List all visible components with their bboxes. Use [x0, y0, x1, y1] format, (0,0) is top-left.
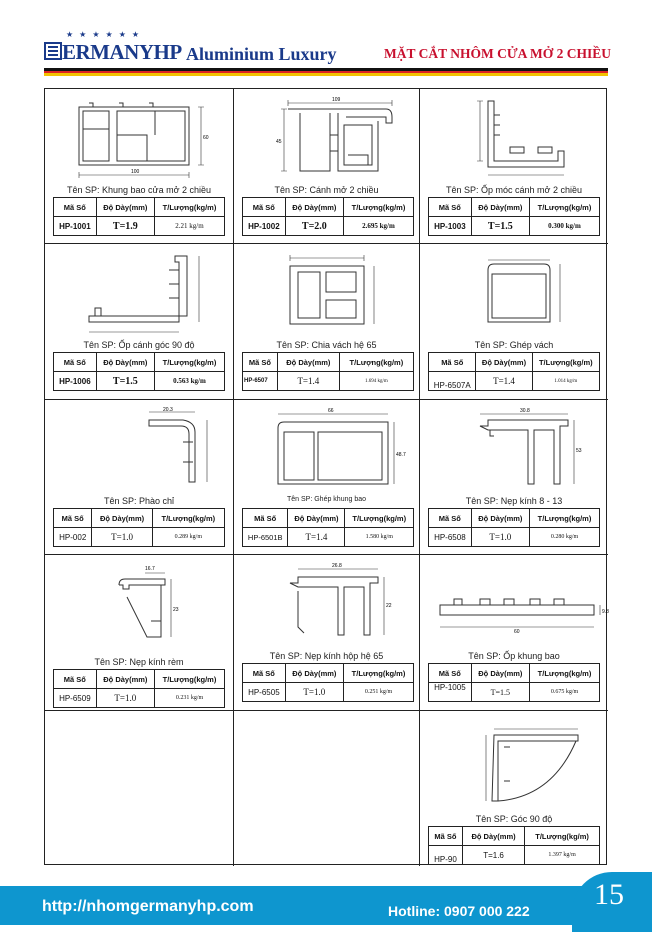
profile-drawing-hp6507a	[434, 250, 592, 336]
product-cell	[234, 555, 420, 711]
spec-table	[242, 197, 414, 236]
header-thickness: Độ Dày(mm)	[285, 198, 343, 217]
page-footer	[0, 872, 652, 925]
header-weight: T/Lượng(kg/m)	[343, 664, 413, 683]
dimension-label: 9.8	[602, 609, 609, 615]
product-name: Tên SP: Khung bao cửa mở 2 chiều	[66, 185, 211, 195]
header-weight: T/Lượng(kg/m)	[529, 198, 599, 217]
header-weight: T/Lượng(kg/m)	[345, 509, 414, 528]
product-thickness: T=1.4	[277, 372, 339, 391]
product-cell	[420, 555, 608, 711]
logo-stars: ★★★★★★	[66, 30, 146, 39]
spec-table	[428, 826, 600, 865]
product-weight: 0.251 kg/m	[343, 683, 413, 702]
product-code: HP-1003	[429, 217, 472, 236]
spec-table	[53, 197, 225, 236]
product-code: HP-1002	[243, 217, 286, 236]
header-thickness: Độ Dày(mm)	[462, 827, 524, 846]
product-code: HP-6507	[243, 372, 278, 391]
profile-drawing-hp6507	[248, 250, 406, 336]
product-code: HP-6505	[243, 683, 286, 702]
header-thickness: Độ Dày(mm)	[471, 198, 529, 217]
header-thickness: Độ Dày(mm)	[96, 670, 154, 689]
spec-table	[53, 352, 225, 391]
page-title: MẶT CẮT NHÔM CỬA MỞ 2 CHIỀU	[384, 46, 612, 61]
header-thickness: Độ Dày(mm)	[476, 353, 532, 372]
header-weight: T/Lượng(kg/m)	[525, 827, 600, 846]
product-weight: 0.675 kg/m	[529, 683, 599, 702]
header-code: Mã Số	[429, 198, 472, 217]
product-name: Tên SP: Phào chỉ	[103, 496, 175, 506]
header-thickness: Độ Dày(mm)	[92, 509, 152, 528]
dimension-label: 26.8	[332, 563, 342, 569]
profile-drawing-hp1005	[434, 561, 609, 647]
product-cell	[45, 400, 234, 555]
product-thickness: T=1.5	[96, 372, 154, 391]
product-code: HP-1001	[54, 217, 97, 236]
product-code: HP-6508	[429, 528, 472, 547]
header-code: Mã Số	[243, 509, 288, 528]
product-weight: 2.695 kg/m	[343, 217, 413, 236]
spec-table	[242, 352, 414, 391]
hotline-text: Hotline: 0907 000 222	[388, 903, 530, 919]
product-code: HP-002	[54, 528, 92, 547]
header-thickness: Độ Dày(mm)	[285, 664, 343, 683]
page-number: 15	[594, 878, 624, 911]
dimension-label: 109	[332, 97, 341, 103]
product-thickness: T=1.4	[288, 528, 345, 547]
product-cell	[420, 244, 608, 400]
header-code: Mã Số	[243, 198, 286, 217]
product-cell	[420, 400, 608, 555]
product-name: Tên SP: Góc 90 độ	[475, 814, 553, 824]
product-weight: 1.580 kg/m	[345, 528, 414, 547]
product-name: Tên SP: Nẹp kính 8 - 13	[465, 496, 563, 506]
product-cell	[234, 244, 420, 400]
dimension-label: 66	[328, 408, 334, 414]
dimension-label: 22	[386, 603, 392, 609]
spec-table	[242, 508, 414, 547]
product-name: Tên SP: Ốp cánh góc 90 độ	[83, 340, 195, 350]
flag-stripe	[44, 68, 608, 76]
dimension-label: 48.7	[396, 452, 406, 458]
logo-text: ERMANYHP	[62, 40, 182, 64]
product-cell	[234, 400, 420, 555]
product-thickness: T=1.5	[471, 683, 529, 702]
header-weight: T/Lượng(kg/m)	[343, 198, 413, 217]
dimension-label: 30.8	[520, 408, 530, 414]
profile-drawing-hp1002	[248, 95, 406, 181]
header-code: Mã Số	[429, 827, 463, 846]
profile-drawing-hp1006	[59, 250, 217, 336]
product-weight: 0.231 kg/m	[154, 689, 224, 708]
product-weight: 1.694 kg/m	[339, 372, 413, 391]
spec-table	[53, 669, 225, 708]
header-code: Mã Số	[54, 509, 92, 528]
profile-grid	[44, 88, 607, 865]
brand-subtitle: Aluminium Luxury	[186, 44, 337, 64]
dimension-label: 60	[514, 629, 520, 635]
dimension-label: 100	[131, 169, 140, 175]
product-name: Tên SP: Ghép vách	[474, 340, 554, 350]
header-thickness: Độ Dày(mm)	[471, 509, 529, 528]
product-weight: 0.280 kg/m	[529, 528, 599, 547]
header-thickness: Độ Dày(mm)	[96, 353, 154, 372]
header-code: Mã Số	[54, 353, 97, 372]
empty-cell	[234, 711, 420, 866]
product-thickness: T=1.5	[471, 217, 529, 236]
header-code: Mã Số	[54, 198, 97, 217]
header-weight: T/Lượng(kg/m)	[152, 509, 224, 528]
profile-drawing-hp002	[59, 406, 217, 492]
product-name: Tên SP: Ốp móc cánh mở 2 chiều	[446, 185, 582, 195]
header-thickness: Độ Dày(mm)	[277, 353, 339, 372]
header-weight: T/Lượng(kg/m)	[154, 353, 224, 372]
product-thickness: T=2.0	[285, 217, 343, 236]
product-weight: 0.563 kg/m	[154, 372, 224, 391]
header-code: Mã Số	[54, 670, 97, 689]
product-weight: 2.21 kg/m	[154, 217, 224, 236]
website-link[interactable]: http://nhomgermanyhp.com	[42, 898, 254, 915]
spec-table	[428, 352, 600, 391]
header-code: Mã Số	[429, 509, 472, 528]
logo-icon	[44, 42, 62, 60]
product-weight: 0.300 kg/m	[529, 217, 599, 236]
product-code: HP-6507A	[429, 372, 476, 391]
header-code: Mã Số	[429, 353, 476, 372]
header-weight: T/Lượng(kg/m)	[339, 353, 413, 372]
product-thickness: T=1.0	[285, 683, 343, 702]
profile-drawing-hp6508	[434, 406, 592, 492]
header-code: Mã Số	[243, 353, 278, 372]
product-name: Tên SP: Cánh mở 2 chiều	[274, 185, 379, 195]
dimension-label: 53	[576, 448, 582, 454]
profile-drawing-hp6509	[59, 561, 217, 647]
product-code: HP-6501B	[243, 528, 288, 547]
product-cell	[420, 89, 608, 244]
profile-drawing-hp90	[434, 721, 592, 807]
header-thickness: Độ Dày(mm)	[471, 664, 529, 683]
product-thickness: T=1.0	[96, 689, 154, 708]
spec-table	[242, 663, 414, 702]
product-name: Tên SP: Ốp khung bao	[468, 651, 560, 661]
spec-table	[428, 663, 600, 702]
empty-cell	[45, 711, 234, 866]
header-thickness: Độ Dày(mm)	[96, 198, 154, 217]
product-name: Tên SP: Nẹp kính hộp hệ 65	[269, 651, 384, 661]
product-cell	[45, 244, 234, 400]
product-thickness: T=1.4	[476, 372, 532, 391]
product-cell	[420, 711, 608, 866]
header-weight: T/Lượng(kg/m)	[532, 353, 599, 372]
product-weight: 1.397 kg/m	[525, 846, 600, 865]
dimension-label: 23	[173, 607, 179, 613]
dimension-label: 45	[276, 139, 282, 145]
product-name: Tên SP: Chia vách hệ 65	[276, 340, 377, 350]
dimension-label: 60	[203, 135, 209, 141]
page-header	[0, 0, 652, 82]
product-thickness: T=1.0	[92, 528, 152, 547]
header-weight: T/Lượng(kg/m)	[154, 670, 224, 689]
header-weight: T/Lượng(kg/m)	[529, 509, 599, 528]
dimension-label: 20.3	[163, 407, 173, 413]
profile-drawing-hp1001	[59, 95, 217, 181]
spec-table	[53, 508, 225, 547]
product-cell	[45, 555, 234, 711]
product-cell	[45, 89, 234, 244]
product-cell	[234, 89, 420, 244]
product-name: Tên SP: Nẹp kính rèm	[94, 657, 184, 667]
profile-drawing-hp6505	[248, 561, 406, 647]
product-weight: 0.289 kg/m	[152, 528, 224, 547]
product-thickness: T=1.0	[471, 528, 529, 547]
product-thickness: T=1.9	[96, 217, 154, 236]
profile-drawing-hp6501b	[248, 406, 406, 492]
header-weight: T/Lượng(kg/m)	[154, 198, 224, 217]
dimension-label: 16.7	[145, 566, 155, 572]
spec-table	[428, 508, 600, 547]
header-code: Mã Số	[243, 664, 286, 683]
spec-table	[428, 197, 600, 236]
product-thickness: T=1.6	[462, 846, 524, 865]
header-code: Mã Số	[429, 664, 472, 683]
header-thickness: Độ Dày(mm)	[288, 509, 345, 528]
product-code: HP-1005	[429, 683, 472, 702]
product-weight: 1.014 kg/m	[532, 372, 599, 391]
product-code: HP-1006	[54, 372, 97, 391]
product-code: HP-90	[429, 846, 463, 865]
profile-drawing-hp1003	[434, 95, 592, 181]
header-weight: T/Lượng(kg/m)	[529, 664, 599, 683]
product-code: HP-6509	[54, 689, 97, 708]
product-name: Tên SP: Ghép khung bao	[287, 496, 366, 503]
